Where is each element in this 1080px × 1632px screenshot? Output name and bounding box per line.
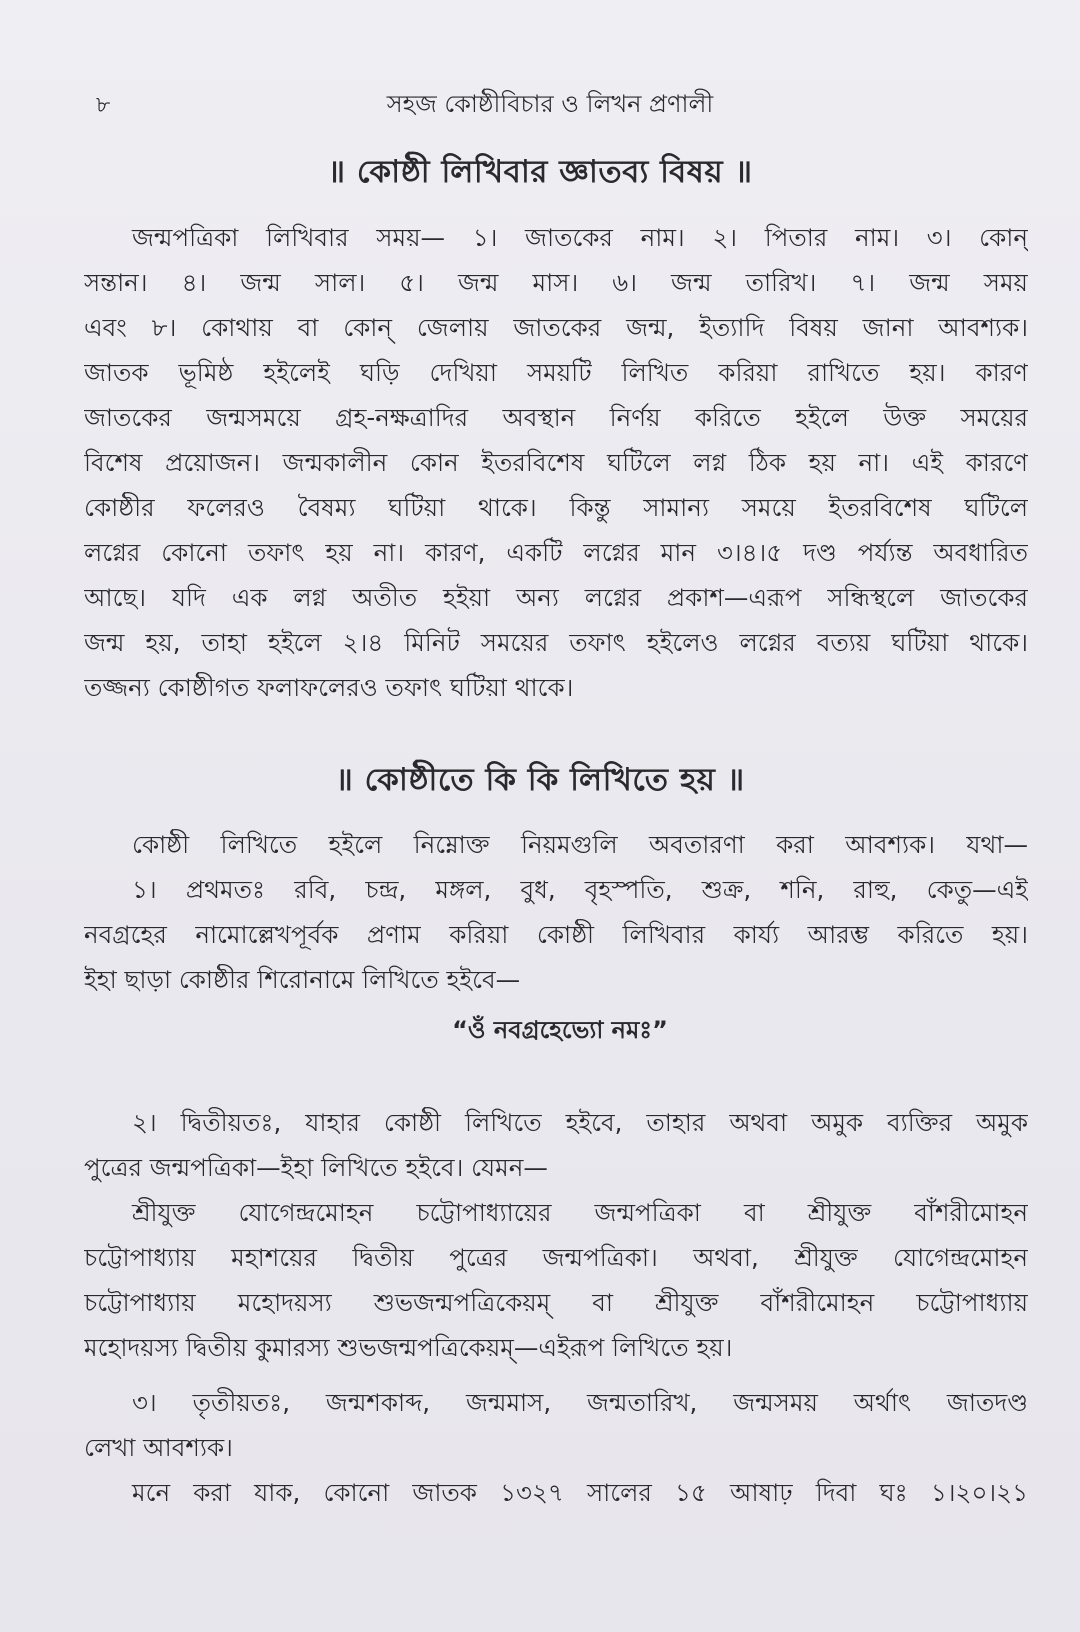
running-title: সহজ কোষ্ঠীবিচার ও লিখন প্রণালী bbox=[386, 90, 714, 118]
text-line: সন্তান। ৪। জন্ম সাল। ৫। জন্ম মাস। ৬। জন্ম তারিখ। ৭। জন্ম সময় bbox=[84, 268, 1028, 297]
text-line: জন্ম হয়, তাহা হইলে ২।৪ মিনিট সময়ের তফাৎ হইলেও লগ্নের বত্যয় ঘটিয়া থাকে। bbox=[84, 628, 1028, 657]
text-line: লগ্নের কোনো তফাৎ হয় না। কারণ, একটি লগ্নের মান ৩।৪।৫ দণ্ড পর্য্যন্ত অবধারিত bbox=[84, 538, 1028, 567]
text-line: মহোদয়স্য দ্বিতীয় কুমারস্য শুভজন্মপত্রিকেয়ম্—এইরূপ লিখিতে হয়। bbox=[84, 1333, 733, 1362]
text-line: বিশেষ প্রয়োজন। জন্মকালীন কোন ইতরবিশেষ ঘটিলে লগ্ন ঠিক হয় না। এই কারণে bbox=[84, 448, 1028, 477]
text-line: কোষ্ঠীর ফলেরও বৈষম্য ঘটিয়া থাকে। কিন্তু সামান্য সময়ে ইতরবিশেষ ঘটিলে bbox=[84, 493, 1028, 522]
text-line: পুত্রের জন্মপত্রিকা—ইহা লিখিতে হইবে। যেমন— bbox=[84, 1153, 548, 1182]
section-heading-what-to-write: ॥ কোষ্ঠীতে কি কি লিখিতে হয় ॥ bbox=[335, 762, 745, 798]
paragraph-intro bbox=[84, 822, 1028, 1002]
text-line: জাতক ভূমিষ্ঠ হইলেই ঘড়ি দেখিয়া সময়টি লিখিত করিয়া রাখিতে হয়। কারণ bbox=[84, 358, 1028, 387]
text-line: চট্টোপাধ্যায় মহাশয়ের দ্বিতীয় পুত্রের জন্মপত্রিকা। অথবা, শ্রীযুক্ত যোগেন্দ্রমোহন bbox=[84, 1243, 1028, 1272]
paragraph-item-2 bbox=[84, 1100, 1028, 1370]
text-line: জন্মপত্রিকা লিখিবার সময়— ১। জাতকের নাম। ২। পিতার নাম। ৩। কোন্ bbox=[132, 223, 1028, 252]
section-heading-requirements: ॥ কোষ্ঠী লিখিবার জ্ঞাতব্য বিষয় ॥ bbox=[327, 154, 753, 190]
paragraph-item-3 bbox=[84, 1380, 1028, 1515]
text-line: কোষ্ঠী লিখিতে হইলে নিম্নোক্ত নিয়মগুলি অবতারণা করা আবশ্যক। যথা— bbox=[132, 830, 1028, 859]
paragraph-requirements bbox=[84, 215, 1028, 710]
text-line: ২। দ্বিতীয়তঃ, যাহার কোষ্ঠী লিখিতে হইবে, তাহার অথবা অমুক ব্যক্তির অমুক bbox=[132, 1108, 1028, 1137]
text-line: লেখা আবশ্যক। bbox=[84, 1433, 233, 1462]
text-line: শ্রীযুক্ত যোগেন্দ্রমোহন চট্টোপাধ্যায়ের জন্মপত্রিকা বা শ্রীযুক্ত বাঁশরীমোহন bbox=[132, 1198, 1028, 1227]
invocation-quote: “ওঁ নবগ্রহেভ্যো নমঃ” bbox=[452, 1016, 668, 1044]
text-line: মনে করা যাক, কোনো জাতক ১৩২৭ সালের ১৫ আষাঢ় দিবা ঘঃ ১।২০।২১ bbox=[132, 1478, 1028, 1507]
text-line: নবগ্রহের নামোল্লেখপূর্বক প্রণাম করিয়া কোষ্ঠী লিখিবার কার্য্য আরম্ভ করিতে হয়। bbox=[84, 920, 1028, 949]
text-line: ১। প্রথমতঃ রবি, চন্দ্র, মঙ্গল, বুধ, বৃহস্পতি, শুক্র, শনি, রাহু, কেতু—এই bbox=[132, 875, 1028, 904]
text-line: ইহা ছাড়া কোষ্ঠীর শিরোনামে লিখিতে হইবে— bbox=[84, 965, 521, 994]
text-line: চট্টোপাধ্যায় মহোদয়স্য শুভজন্মপত্রিকেয়ম্ বা শ্রীযুক্ত বাঁশরীমোহন চট্টোপাধ্যায় bbox=[84, 1288, 1028, 1317]
text-line: এবং ৮। কোথায় বা কোন্ জেলায় জাতকের জন্ম, ইত্যাদি বিষয় জানা আবশ্যক। bbox=[84, 313, 1028, 342]
page-number: ৮ bbox=[96, 93, 111, 118]
text-line: আছে। যদি এক লগ্ন অতীত হইয়া অন্য লগ্নের প্রকাশ—এরূপ সন্ধিস্থলে জাতকের bbox=[84, 583, 1028, 612]
text-line: তজ্জন্য কোষ্ঠীগত ফলাফলেরও তফাৎ ঘটিয়া থাকে। bbox=[84, 673, 574, 702]
text-line: ৩। তৃতীয়তঃ, জন্মশকাব্দ, জন্মমাস, জন্মতারিখ, জন্মসময় অর্থাৎ জাতদণ্ড bbox=[132, 1388, 1028, 1417]
page-header bbox=[0, 88, 1080, 128]
text-line: জাতকের জন্মসময়ে গ্রহ-নক্ষত্রাদির অবস্থান নির্ণয় করিতে হইলে উক্ত সময়ের bbox=[84, 403, 1028, 432]
